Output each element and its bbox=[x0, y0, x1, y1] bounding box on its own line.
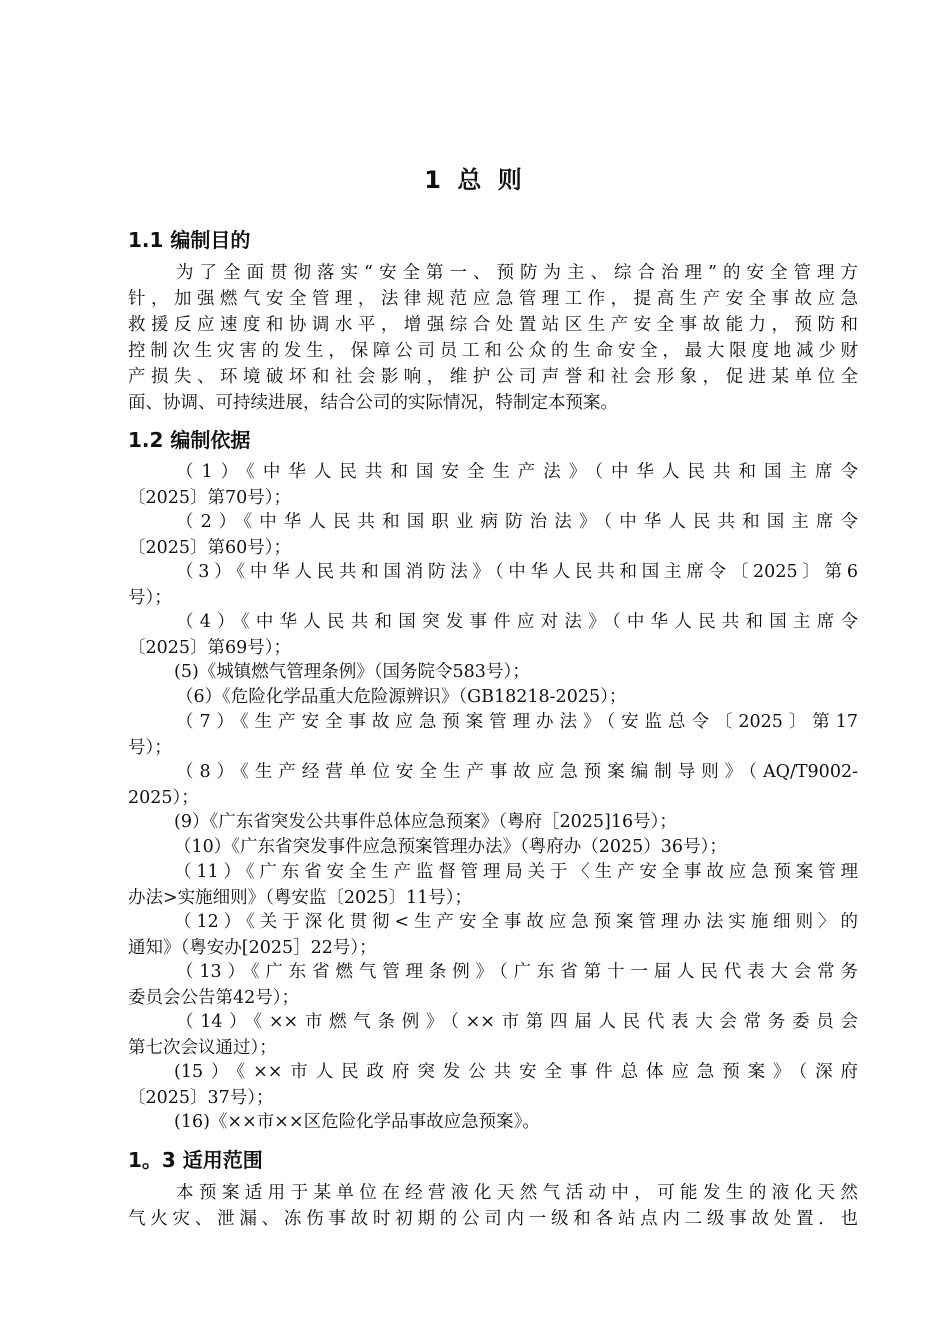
basis-item: （11）《广东省安全生产监督管理局关于〈生产安全事故应急预案管理 bbox=[174, 862, 858, 882]
basis-item: (16)《××市××区危险化学品事故应急预案》。 bbox=[174, 1112, 540, 1132]
basis-item: （1）《中华人民共和国安全生产法》（中华人民共和国主席令 bbox=[176, 462, 858, 482]
basis-item: 〔2025〕第69号）； bbox=[128, 638, 292, 658]
basis-item: 号）； bbox=[128, 588, 172, 608]
basis-item: （2）《中华人民共和国职业病防治法》（中华人民共和国主席令 bbox=[176, 512, 858, 532]
basis-item: （10）《广东省突发事件应急预案管理办法》（粤府办（2025）36号）； bbox=[174, 837, 727, 857]
purpose-line: 针，加强燃气安全管理，法律规范应急管理工作，提高生产安全事故应急 bbox=[128, 289, 858, 309]
basis-item: 〔2025〕第70号）； bbox=[128, 488, 292, 508]
scope-line: 本预案适用于某单位在经营液化天然气活动中，可能发生的液化天然 bbox=[176, 1183, 858, 1203]
basis-item: 〔2025〕37号）； bbox=[128, 1088, 274, 1108]
section-heading-scope: 1。3 适用范围 bbox=[128, 1148, 263, 1172]
basis-item: (9）《广东省突发公共事件总体应急预案》（粤府［2025]16号）； bbox=[174, 812, 677, 832]
basis-item: （12）《关于深化贯彻<生产安全事故应急预案管理办法实施细则〉的 bbox=[174, 912, 858, 932]
section-heading-basis: 1.2 编制依据 bbox=[128, 428, 251, 452]
scope-line: 气火灾、泄漏、冻伤事故时初期的公司内一级和各站点内二级事故处置．也 bbox=[128, 1209, 858, 1229]
basis-item: （3）《中华人民共和国消防法》（中华人民共和国主席令〔2025〕第6 bbox=[176, 562, 858, 582]
basis-item: （8）《生产经营单位安全生产事故应急预案编制导则》（AQ/T9002- bbox=[176, 762, 858, 782]
basis-item: （7）《生产安全事故应急预案管理办法》（安监总令〔2025〕第17 bbox=[176, 712, 858, 732]
chapter-title: 1 总 则 bbox=[424, 166, 526, 194]
purpose-line: 为了全面贯彻落实“安全第一、预防为主、综合治理”的安全管理方 bbox=[176, 263, 858, 283]
basis-item: 第七次会议通过）； bbox=[128, 1038, 277, 1058]
basis-item: （13）《广东省燃气管理条例》（广东省第十一届人民代表大会常务 bbox=[176, 962, 858, 982]
purpose-line: 面、协调、可持续进展，结合公司的实际情况，特制定本预案。 bbox=[128, 393, 618, 413]
basis-item: （4）《中华人民共和国突发事件应对法》（中华人民共和国主席令 bbox=[176, 612, 858, 632]
purpose-line: 救援反应速度和协调水平，增强综合处置站区生产安全事故能力，预防和 bbox=[128, 315, 858, 335]
purpose-line: 产损失、环境破坏和社会影响，维护公司声誉和社会形象，促进某单位全 bbox=[128, 367, 858, 387]
basis-item: 号）； bbox=[128, 738, 172, 758]
basis-item: (15）《××市人民政府突发公共安全事件总体应急预案》（深府 bbox=[174, 1062, 858, 1082]
basis-item: (5)《城镇燃气管理条例》（国务院令583号）； bbox=[174, 662, 530, 682]
basis-item: （14）《××市燃气条例》（××市第四届人民代表大会常务委员会 bbox=[176, 1012, 858, 1032]
basis-item: 〔2025〕第60号）； bbox=[128, 538, 292, 558]
basis-item: 办法>实施细则》（粤安监〔2025〕11号）； bbox=[128, 888, 472, 908]
basis-item: 通知》（粤安办[2025］22号）； bbox=[128, 938, 377, 958]
basis-item: 2025）； bbox=[128, 788, 199, 808]
basis-item: 委员会公告第42号）； bbox=[128, 988, 300, 1008]
section-heading-purpose: 1.1 编制目的 bbox=[128, 228, 251, 252]
basis-item: （6）《危险化学品重大危险源辨识》（GB18218-2025）； bbox=[176, 687, 627, 707]
purpose-line: 控制次生灾害的发生，保障公司员工和公众的生命安全，最大限度地减少财 bbox=[128, 341, 858, 361]
